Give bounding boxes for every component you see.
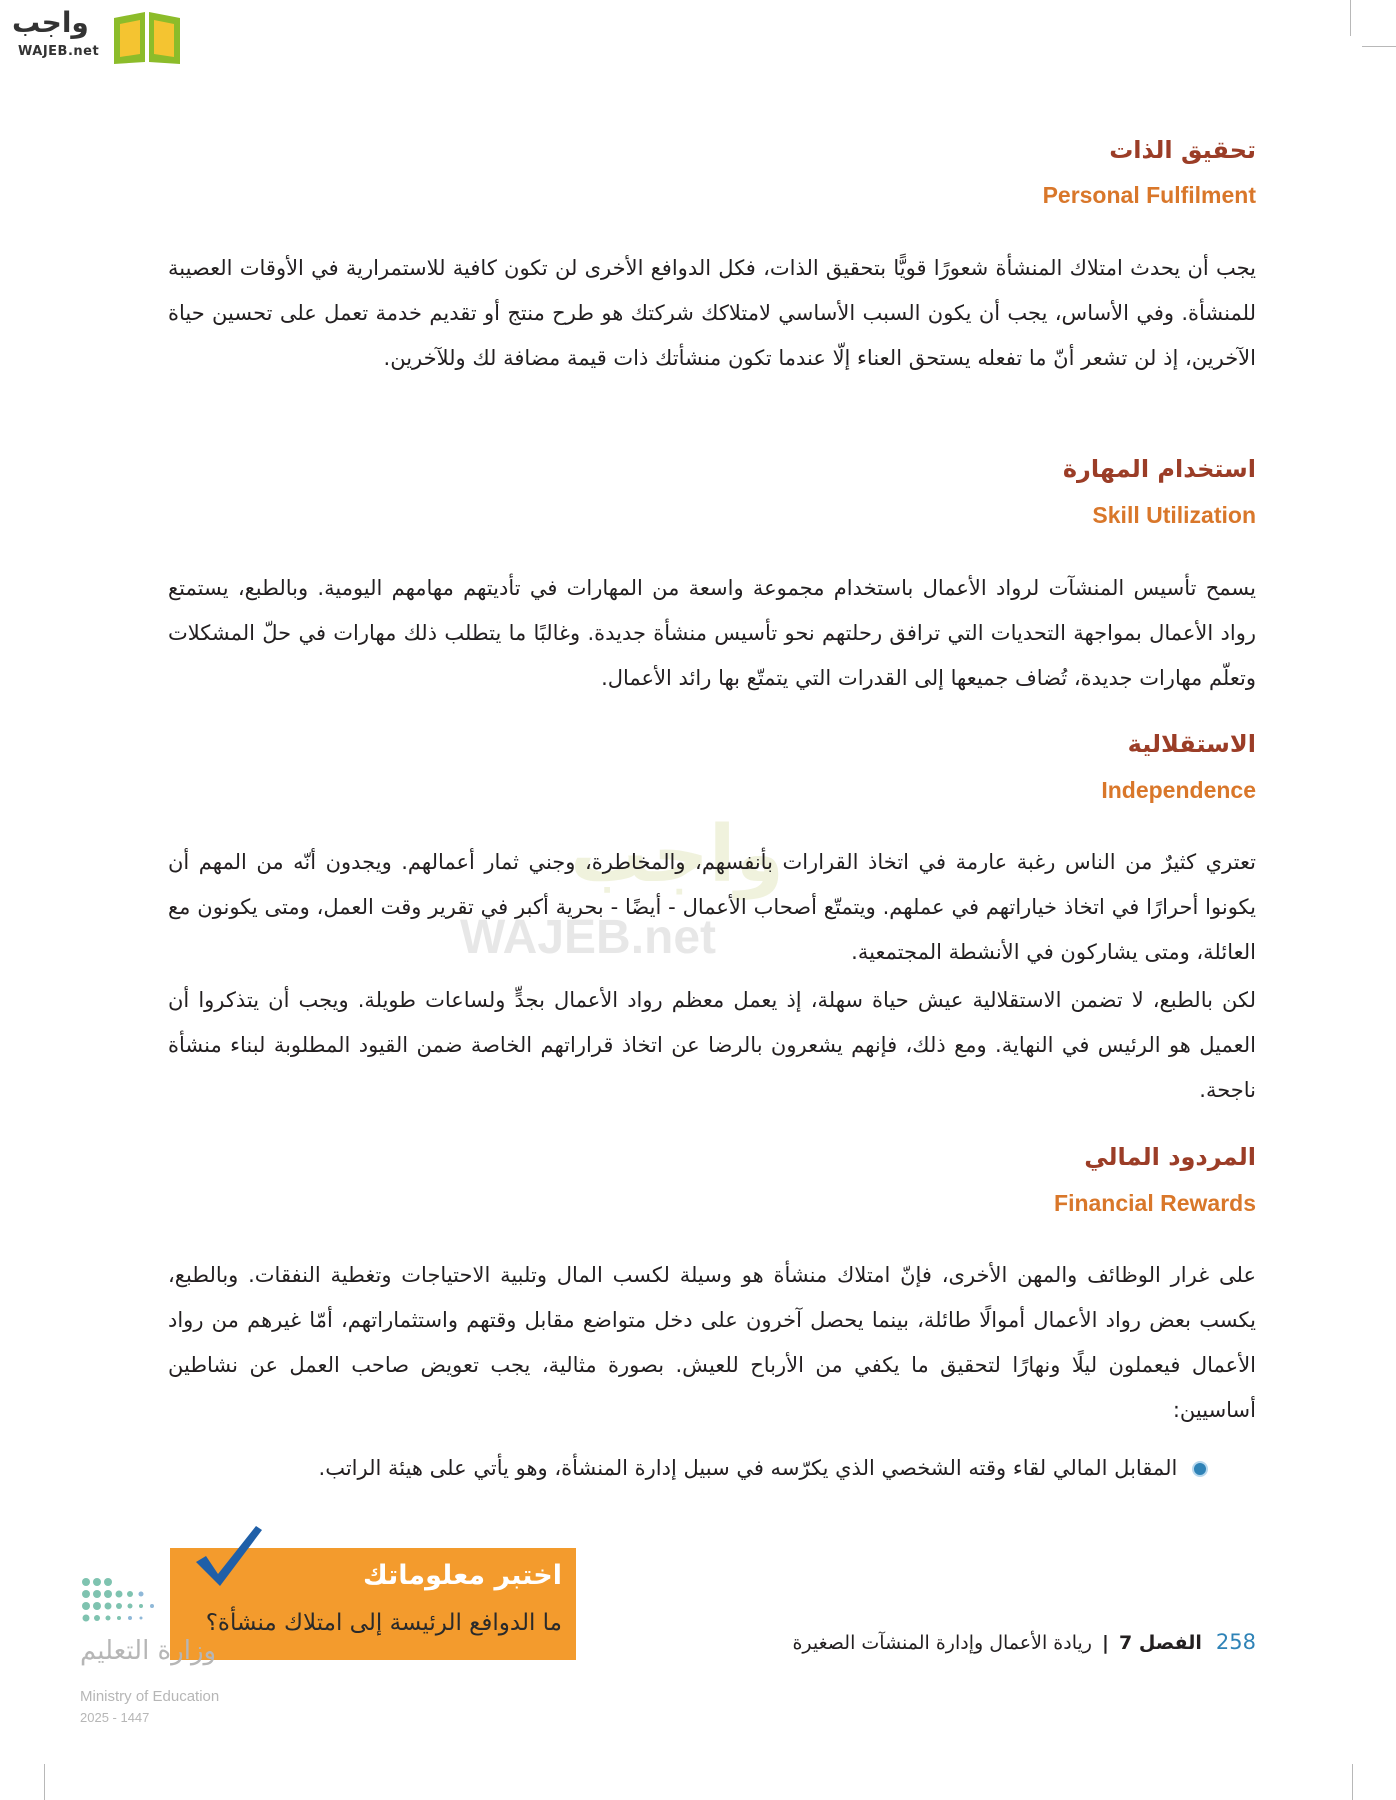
paragraph-financial-rewards: على غرار الوظائف والمهن الأخرى، فإنّ امتلاك منشأة هو وسيلة لكسب المال وتلبية الاحتياجات وتغطية النفقات. وبالطبع، يكسب بعض رواد الأعمال أموالًا طائلة، بينما يحصل آخرون على دخل متواضع مقابل وقتهم واستثماراتهم، أمّا غيرهم من رواد الأعمال فيعملون ليلًا ونهارًا لتحقيق ما يكفي من الأرباح للعيش. بصورة مثالية، يجب تعويض صاحب العمل عن نشاطين أساسيين: bbox=[168, 1263, 1256, 1422]
paragraph-independence-1: تعتري كثيرٌ من الناس رغبة عارمة في اتخاذ القرارات بأنفسهم، والمخاطرة، وجني ثمار أعمالهم. ويجدون أنّه من المهم أن يكونوا أحرارًا في اتخاذ خياراتهم في عملهم. ويتمتّع أصحاب الأعمال - أيضًا - بحرية أكبر في تقرير وقت العمل، ومتى يكونون مع العائلة، ومتى يشاركون في الأنشطة المجتمعية. bbox=[168, 850, 1256, 964]
bullet-icon bbox=[1192, 1461, 1208, 1477]
logo-wordmark-en: WAJEB.net bbox=[18, 44, 100, 59]
heading-personal-fulfilment-en: Personal Fulfilment bbox=[1042, 182, 1256, 208]
crop-mark bbox=[1352, 1764, 1353, 1800]
site-logo[interactable] bbox=[8, 4, 188, 66]
paragraph-independence-2: لكن بالطبع، لا تضمن الاستقلالية عيش حياة سهلة، إذ يعمل معظم رواد الأعمال بجدٍّ ولساعات طويلة. ويجب أن يتذكروا أن العميل هو الرئيس في النهاية. ومع ذلك، فإنهم يشعرون بالرضا عن اتخاذ قراراتهم الخاصة ضمن القيود المطلوبة لبناء منشأة ناجحة. bbox=[168, 988, 1256, 1102]
ministry-dots-icon bbox=[80, 1574, 190, 1634]
page-footer bbox=[792, 1630, 1256, 1654]
crop-mark bbox=[44, 1764, 45, 1800]
logo-wordmark-ar: واجب bbox=[12, 6, 89, 39]
list-item bbox=[319, 1446, 1208, 1491]
heading-skill-utilization-en: Skill Utilization bbox=[1092, 502, 1256, 528]
ministry-name-en: Ministry of Education bbox=[80, 1688, 220, 1705]
ministry-name-ar: وزارة التعليم bbox=[80, 1636, 217, 1666]
heading-skill-utilization-ar: استخدام المهارة bbox=[1062, 455, 1256, 483]
watermark-text-en: WAJEB.net bbox=[460, 911, 717, 964]
chapter-label: الفصل 7 bbox=[1119, 1632, 1202, 1654]
heading-independence-en: Independence bbox=[1101, 777, 1256, 803]
quiz-title: اختبر معلوماتك bbox=[363, 1560, 562, 1591]
heading-financial-rewards-ar: المردود المالي bbox=[1084, 1143, 1256, 1171]
ministry-logo bbox=[76, 1574, 256, 1734]
ministry-year: 2025 - 1447 bbox=[80, 1710, 150, 1725]
heading-personal-fulfilment-ar: تحقيق الذات bbox=[1109, 136, 1256, 164]
crop-mark bbox=[1350, 0, 1351, 36]
crop-mark bbox=[1362, 46, 1396, 47]
quiz-question: ما الدوافع الرئيسة إلى امتلاك منشأة؟ bbox=[205, 1610, 562, 1636]
book-logo-icon bbox=[110, 8, 184, 66]
book-title: ريادة الأعمال وإدارة المنشآت الصغيرة bbox=[792, 1632, 1092, 1654]
paragraph-personal-fulfilment: يجب أن يحدث امتلاك المنشأة شعورًا قويًّا بتحقيق الذات، فكل الدوافع الأخرى لن تكون كافية للاستمرارية في الأوقات العصيبة للمنشأة. وفي الأساس، يجب أن يكون السبب الأساسي لامتلاكك شركتك هو طرح منتج أو تقديم خدمة تعمل على تحسين حياة الآخرين، إذ لن تشعر أنّ ما تفعله يستحق العناء إلّا عندما تكون منشأتك ذات قيمة مضافة لك وللآخرين. bbox=[168, 256, 1256, 370]
heading-independence-ar: الاستقلالية bbox=[1127, 730, 1256, 758]
page-number: 258 bbox=[1215, 1630, 1256, 1654]
paragraph-skill-utilization: يسمح تأسيس المنشآت لرواد الأعمال باستخدام مجموعة واسعة من المهارات في تأديتهم مهامهم اليومية. وبالطبع، يستمتع رواد الأعمال بمواجهة التحديات التي ترافق رحلتهم نحو تأسيس منشأة جديدة. وغالبًا ما يتطلب ذلك مهارات في حلّ المشكلات وتعلّم مهارات جديدة، تُضاف جميعها إلى القدرات التي يتمتّع بها رائد الأعمال. bbox=[168, 576, 1256, 690]
heading-financial-rewards-en: Financial Rewards bbox=[1054, 1190, 1256, 1216]
bullet-text: المقابل المالي لقاء وقته الشخصي الذي يكرّسه في سبيل إدارة المنشأة، وهو يأتي على هيئة الراتب. bbox=[318, 1456, 1178, 1480]
watermark-text-ar: واجب bbox=[570, 810, 785, 900]
footer-separator: | bbox=[1102, 1632, 1109, 1654]
